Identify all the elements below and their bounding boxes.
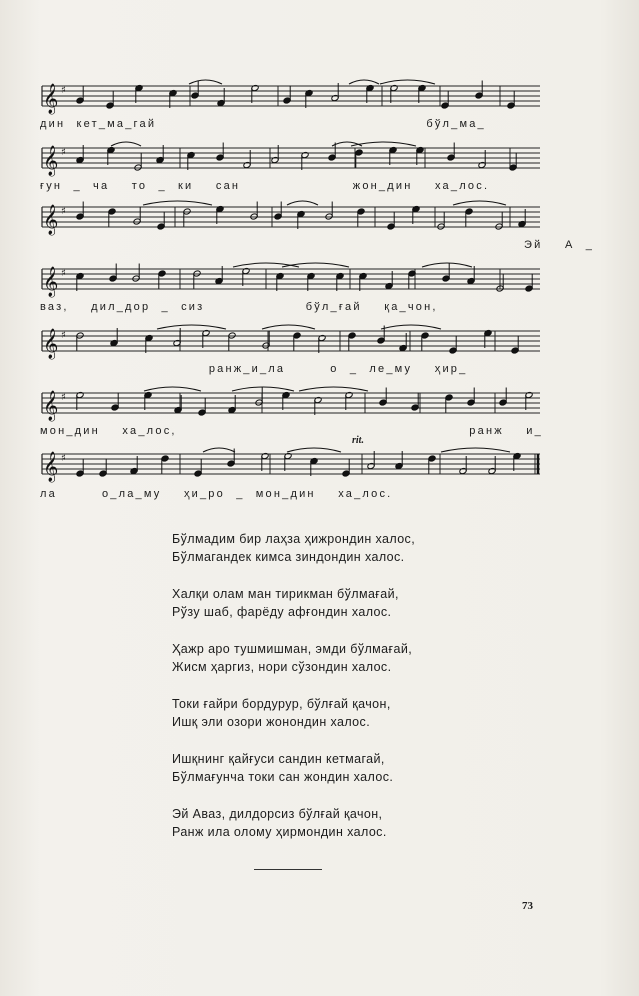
staff-lines: [40, 78, 542, 118]
poem-line: Бўлмағунча токи сан жондин халос.: [172, 770, 394, 784]
note: [441, 91, 449, 110]
music-system: [40, 385, 543, 445]
note: [202, 329, 210, 348]
staff-lines: [40, 385, 542, 425]
slur: [282, 263, 349, 267]
note: [345, 391, 353, 410]
stanza: [172, 585, 472, 621]
note: [297, 210, 305, 229]
slur: [232, 387, 294, 391]
note: [216, 143, 224, 162]
treble-clef-icon: 𝄞: [43, 329, 59, 359]
treble-clef-icon: 𝄞: [43, 391, 59, 421]
treble-clef-icon: 𝄞: [43, 452, 59, 482]
music-system: [40, 261, 540, 321]
slur: [441, 448, 510, 452]
note: [106, 91, 114, 110]
note: [507, 91, 515, 110]
poem-line: Ранж ила олому ҳирмондин халос.: [172, 825, 387, 839]
note: [390, 84, 398, 103]
slur: [287, 448, 341, 452]
note: [283, 86, 291, 105]
key-sharp-icon: ♯: [61, 85, 66, 96]
note: [251, 84, 259, 103]
slur: [111, 142, 141, 146]
note: [276, 272, 284, 291]
note: [379, 388, 387, 407]
slur: [453, 201, 506, 205]
slur: [157, 325, 226, 329]
note: [76, 391, 84, 410]
note: [307, 272, 315, 291]
note: [336, 272, 344, 291]
note: [442, 264, 450, 283]
key-sharp-icon: ♯: [61, 330, 66, 341]
note: [194, 459, 202, 478]
poem-line: Рўзу шаб, фарёду афғондин халос.: [172, 605, 392, 619]
note: [328, 143, 336, 162]
poem-line: Бўлмадим бир лаҳза ҳижрондин халос,: [172, 532, 416, 546]
page-number: 73: [522, 900, 533, 912]
slur: [262, 325, 315, 329]
separator-rule: [254, 869, 322, 870]
note: [261, 452, 269, 471]
note: [387, 212, 395, 231]
note: [342, 459, 350, 478]
poem-line: Токи ғайри бордурур, бўлғай қачон,: [172, 697, 391, 711]
stanza: [172, 640, 472, 676]
note: [76, 272, 84, 291]
poem-line: Бўлмагандек кимса зиндондин халос.: [172, 550, 405, 564]
note: [99, 459, 107, 478]
slur: [143, 201, 212, 205]
note: [111, 393, 119, 412]
slur: [381, 325, 441, 329]
note: [284, 452, 292, 471]
stanza: [172, 805, 472, 841]
music-system: [40, 140, 540, 200]
lyric-line: ранж_и_ла о _ ле_му ҳир_: [40, 363, 468, 375]
note: [274, 202, 282, 221]
poem-line: Ҳажр аро тушмишман, эмди бўлмағай,: [172, 642, 413, 656]
music-system: [40, 323, 540, 383]
note: [191, 81, 199, 100]
note: [447, 143, 455, 162]
slur: [299, 387, 368, 391]
note: [76, 86, 84, 105]
slur: [332, 142, 362, 146]
note: [314, 396, 322, 415]
treble-clef-icon: 𝄞: [43, 205, 59, 235]
note: [109, 264, 117, 283]
note: [76, 202, 84, 221]
lyric-line: мон_дин ха_лос, ранж и_: [40, 425, 543, 437]
note: [411, 393, 419, 412]
note: [513, 452, 521, 471]
key-sharp-icon: ♯: [61, 268, 66, 279]
poem: [172, 530, 472, 860]
staff-lines: [40, 199, 542, 239]
note: [169, 89, 177, 108]
lyric-line: ғун _ ча то _ ки сан жон_дин ха_лос.: [40, 180, 490, 192]
tempo-marking: rit.: [352, 435, 364, 446]
note: [145, 334, 153, 353]
key-sharp-icon: ♯: [61, 206, 66, 217]
note: [449, 336, 457, 355]
music-system: [40, 78, 540, 138]
slur: [189, 80, 222, 84]
note: [511, 336, 519, 355]
note: [467, 388, 475, 407]
stanza: [172, 530, 472, 566]
lyric-line: дин кет_ма_гай бўл_ма_: [40, 118, 486, 130]
poem-line: Халқи олам ман тирикман бўлмағай,: [172, 587, 399, 601]
slur: [422, 263, 472, 267]
note: [107, 146, 115, 165]
note: [242, 267, 250, 286]
staff-lines: [40, 446, 542, 486]
lyric-line: ла о_ла_му ҳи_ро _ мон_дин ха_лос.: [40, 488, 393, 500]
note: [389, 146, 397, 165]
note: [301, 151, 309, 170]
slur: [203, 448, 235, 452]
note: [359, 272, 367, 291]
poem-line: Ишқ эли озори жонондин халос.: [172, 715, 371, 729]
key-sharp-icon: ♯: [61, 453, 66, 464]
music-system: [40, 435, 540, 506]
note: [318, 334, 326, 353]
note: [305, 89, 313, 108]
slur: [144, 387, 201, 391]
lyric-line: Эй А _: [40, 239, 595, 251]
note: [475, 81, 483, 100]
note: [144, 391, 152, 410]
note: [310, 457, 318, 476]
key-sharp-icon: ♯: [61, 147, 66, 158]
poem-line: Жисм ҳаргиз, нори сўзондин халос.: [172, 660, 392, 674]
note: [187, 151, 195, 170]
note: [216, 205, 224, 224]
note: [76, 459, 84, 478]
lyric-line: ваз, дил_дор _ сиз бўл_ғай қа_чон,: [40, 301, 438, 313]
slur: [349, 80, 379, 84]
key-sharp-icon: ♯: [61, 392, 66, 403]
staff-lines: [40, 261, 542, 301]
music-system: [40, 199, 595, 259]
note: [499, 388, 507, 407]
stanza: [172, 695, 472, 731]
note: [416, 146, 424, 165]
note: [525, 391, 533, 410]
poem-line: Ишқнинг қайғуси сандин кетмагай,: [172, 752, 385, 766]
staff-lines: [40, 140, 542, 180]
stanza: [172, 750, 472, 786]
note: [484, 329, 492, 348]
slur: [380, 80, 435, 84]
note: [418, 84, 426, 103]
note: [135, 84, 143, 103]
note: [282, 391, 290, 410]
poem-line: Эй Аваз, дилдорсиз бўлғай қачон,: [172, 807, 383, 821]
note: [366, 84, 374, 103]
treble-clef-icon: 𝄞: [43, 84, 59, 114]
treble-clef-icon: 𝄞: [43, 146, 59, 176]
note: [412, 205, 420, 224]
note: [198, 398, 206, 417]
slur: [287, 201, 318, 205]
note: [525, 274, 533, 293]
staff-lines: [40, 323, 542, 363]
note: [157, 212, 165, 231]
treble-clef-icon: 𝄞: [43, 267, 59, 297]
